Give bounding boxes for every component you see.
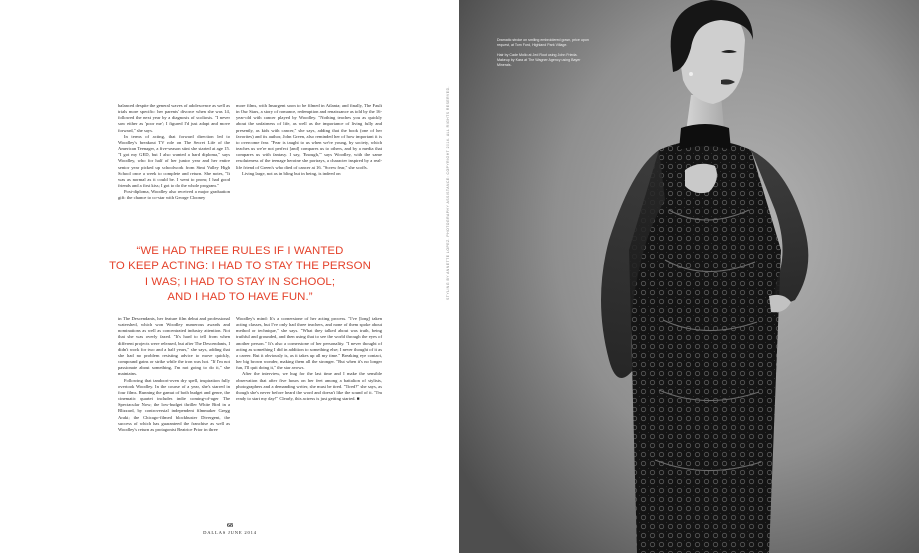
page-number: 68 xyxy=(227,523,233,529)
article-column-bottom-left xyxy=(118,316,230,433)
pull-quote-line: TO KEEP ACTING: I HAD TO STAY THE PERSON xyxy=(109,260,371,273)
article-paragraph: After the interview, we hug for the last time and I make the sensible observation that after five hours on her feet among a battalion of stylists, photographers and a demanding writer, she must be tired. "Tired?" she says, as though she's never before heard the word and doesn't like the sound of it. "I'm ready to start my day!" Clearly, this actress is just getting started. ■ xyxy=(236,371,382,402)
left-page xyxy=(0,0,459,553)
article-paragraph: Living large, not as in bling but in being, is indeed on xyxy=(242,170,341,176)
article-paragraph: balanced despite the general waves of adolescence as well as trials more specific: her parents' divorce when she was 14, followed the next year by a diagnosis of scoliosis. "I never saw either as 'poor me'; I figured I'd just adapt and move forward," she says. xyxy=(118,103,230,133)
photo-caption xyxy=(497,38,589,73)
photo-credit: STYLING BY ANNETTE LOPEZ. PHOTOGRAPHY ASSISTANCE: COPYRIGHT 2014. ALL RIGHTS RESERVED. xyxy=(446,86,450,300)
portrait-photo xyxy=(459,0,919,553)
pull-quote-line: “WE HAD THREE RULES IF I WANTED xyxy=(136,245,344,257)
article-column-top-right xyxy=(236,103,382,177)
caption-outfit: Dramatic stroke on smiling embroidered gown, price upon request, at Tom Ford, Highland Park Village. xyxy=(497,38,589,47)
earring xyxy=(689,72,693,76)
portrait-illustration xyxy=(459,0,919,553)
article-paragraph: more films, with Insurgent soon to be filmed in Atlanta; and finally, The Fault in Our Stars, a story of romance, redemption and renaissance as told by the 16-year-old with cancer played by Woodley. "Nothing teaches you as quickly about the unfairness of life, as well as the importance of living fully and presently, as kids with cancer," she says, adding that the book (one of her favorites) and its author, John Green, also reminded her of how important it is to overcome fear. "Fear is taught to us when we're young, by society, which teaches us we're not perfect [and] compares us to others, and by a media that compares us with fantasy. I say, 'Enough,'" says Woodley, with the same resoluteness of the teenage heroine she portrays, a character inspired by a real-life friend of Green's who died of cancer at 16. "Screw fear," she scoffs. xyxy=(236,103,382,170)
pull-quote-line: AND I HAD TO HAVE FUN.” xyxy=(167,291,313,304)
article-paragraph: Following that tandoori-oven dry spell, inspiration fully overtook Woodley. In the course of a year, she's starred in four films. Running the gamut of both budget and genre, the cinematic quartet includes indie coming-of-ager The Spectacular Now; the low-budget thriller White Bird in a Blizzard, by controversial independent filmmaker Gregg Araki; the Chicago-filmed blockbuster Divergent, the success of which has guaranteed the franchise as well as Woodley's return as protagonist Beatrice Prior in three xyxy=(118,377,230,432)
caption-credits: Hair by Cade Mollo at Jed Root using John Frieda. Makeup by Kara at The Wagner Agency using Bayer Minerals. xyxy=(497,53,581,67)
pull-quote xyxy=(96,244,384,306)
article-paragraph: in The Descendants, her feature film debut and professional watershed, which won Woodley numerous awards and nominations as well as concentrated industry attention. Not that she was overly fazed. "It's hard to tell from when different projects were released, but after The Descendants, I didn't work for two and a half years," she says, adding that she had no problem resisting advice to move quickly, compound gains or strike while the iron was hot. "If I'm not passionate about something, I'm not going to do it," she maintains. xyxy=(118,316,230,377)
article-column-top-left xyxy=(118,103,230,202)
folio xyxy=(180,523,280,536)
article-column-bottom-right xyxy=(236,316,382,402)
article-paragraph: In terms of acting, that forward direction led to Woodley's breakout TV role on The Secret Life of the American Teenager, a five-season stint she started at age 15. "I got my GED, but I also wanted a hard diploma," says Woodley, who for half of her junior year and her entire senior year picked up schoolwork from Simi Valley High School once a week to complete and return. She notes, "It was as normal as it could be. I went to prom; I had good friends and a first kiss; I got to do the whole program." xyxy=(118,133,230,189)
issue-line: DALLAS JUNE 2014 xyxy=(203,530,257,535)
pull-quote-line: I WAS; I HAD TO STAY IN SCHOOL; xyxy=(144,275,336,288)
article-paragraph: Post-diploma, Woodley also received a major graduation gift: the chance to co-star with George Clooney xyxy=(118,189,230,201)
article-paragraph: Woodley's mind: It's a cornerstone of her acting process. "I've [long] taken acting classes, but I've only had three teachers, and none of them spoke about method or technique," she says. "What they talked about was truth, being truthful and grounded, and then using that to see the world through the eyes of another person." It's also a cornerstone of her personality. "I never thought of acting as something I did in addition to something else; I never thought of it as a career. But it obviously is, as it takes up all my time." Breaking eye contact, her big brown wonder, making them all the stronger. "But when it's no longer fun, I'll quit doing it," the star avows. xyxy=(236,316,382,371)
